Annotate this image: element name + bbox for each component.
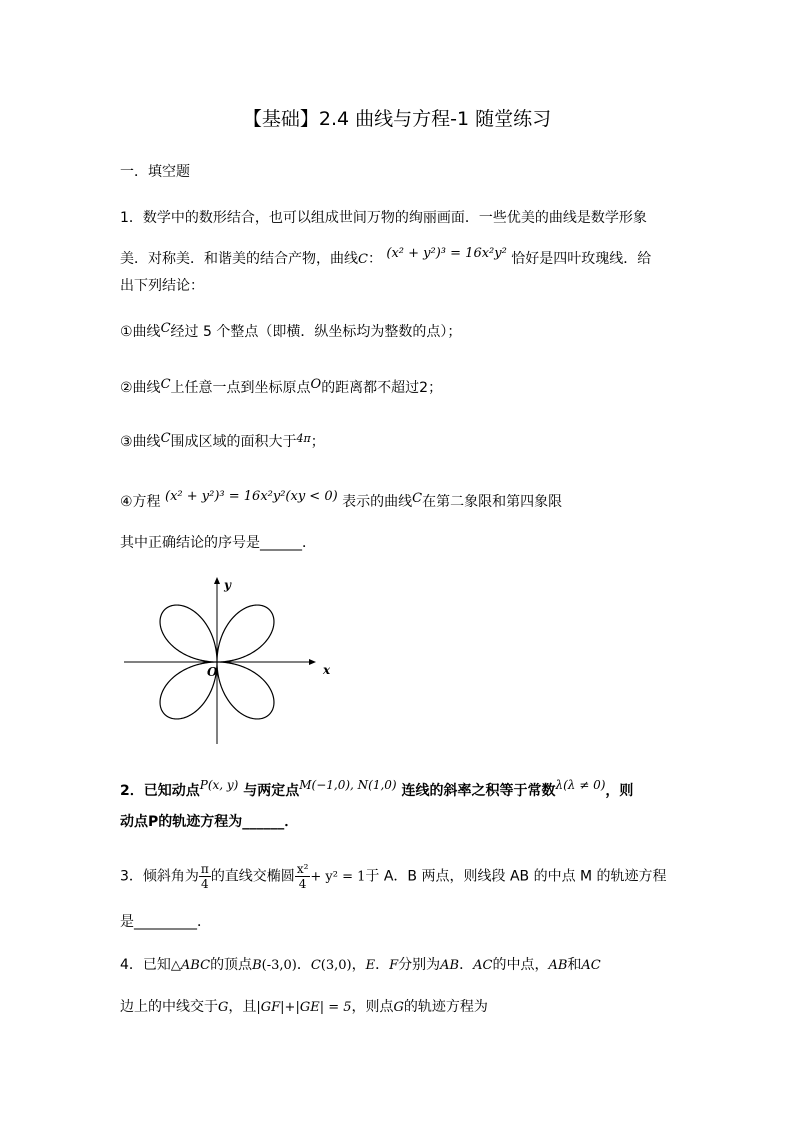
statement-4-equation: (x² + y²)³ = 16x²y²(xy < 0) [165,489,338,504]
y-axis-label: y [224,578,231,592]
rose-equation: (x² + y²)³ = 16x²y² [386,246,507,261]
q1-line2: 美．对称美．和谐美的结合产物，曲线C： (x² + y²)³ = 16x²y² 恰好是四叶玫瑰线．给 [120,246,652,267]
rose-curve-figure [120,575,330,750]
statement-4: ④方程 (x² + y²)³ = 16x²y²(xy < 0) 表示的曲线C在第二象限和第四象限 [120,489,563,510]
origin-label: O [207,665,218,679]
q3-line2: 是_________． [120,914,211,930]
section-heading: 一．填空题 [120,164,190,180]
ellipse-fraction: $\frac{\text{x²}}{4}$ [296,862,309,891]
statement-3: ③曲线C围成区域的面积大于$^{4\pi}$； [120,431,325,450]
q1-line1: 1．数学中的数形结合，也可以组成世间万物的绚丽画面．一些优美的曲线是数学形象 [120,210,647,226]
q2-line2: 动点P的轨迹方程为______． [120,814,299,830]
pi-over-4-fraction: $\frac{\pi}{4}$ [200,862,209,891]
x-axis-arrow [309,659,316,665]
q4-line2: 边上的中线交于G，且|GF|+|GE| = 5，则点G的轨迹方程为 [120,999,488,1015]
x-axis-label: x [323,663,330,677]
q1-answer-blank: 其中正确结论的序号是______． [120,535,316,551]
statement-1: ①曲线C经过 5 个整点（即横．纵坐标均为整数的点）； [120,321,462,340]
y-axis-arrow [214,577,220,584]
page-title: 【基础】2.4 曲线与方程-1 随堂练习 [242,108,552,130]
statement-2: ②曲线C上任意一点到坐标原点O的距离都不超过2； [120,377,443,396]
q2-line1: 2．已知动点P(x, y) 与两定点M(−1,0), N(1,0) 连线的斜率之积等于常数λ(λ ≠ 0)，则 [120,778,634,799]
q3-line1: 3．倾斜角为 $\frac{\pi}{4}$ 的直线交椭圆 $\frac{\text{x²}}{4}$ + y² = 1于 A．B 两点，则线段 AB 的中点 M 的轨迹方程 [120,862,667,891]
q4-line1: 4．已知△ABC的顶点B(-3,0)．C(3,0)，E．F分别为AB．AC的中点，AB和AC [120,957,601,973]
q1-line3: 出下列结论： [120,278,204,294]
